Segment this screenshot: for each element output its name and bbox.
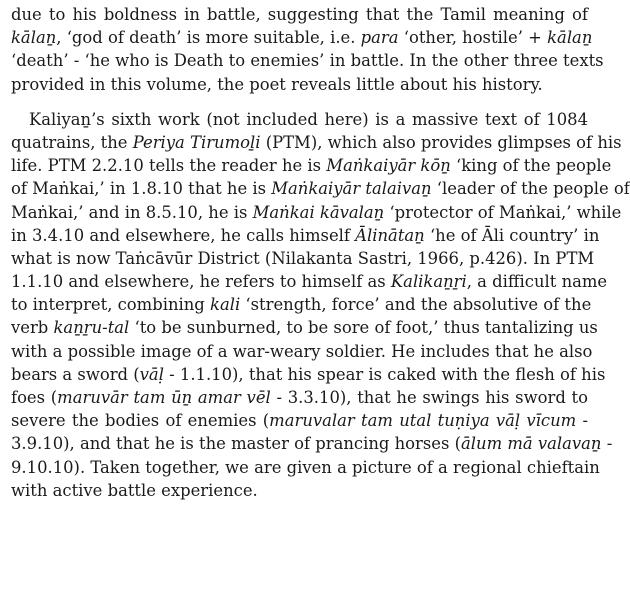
- text-run: - 1.1.10), that his spear is caked with the flesh of his: [163, 364, 606, 384]
- text-run: 9.10.10). Taken together, we are given a picture of a regional chieftain: [11, 457, 600, 477]
- text-line: [11, 177, 630, 200]
- italic-term: Kalikaṉṟi: [390, 272, 467, 292]
- text-line: [11, 247, 595, 270]
- document-page: [11, 0, 630, 502]
- italic-term: Maṅkaiyār kōṉ: [326, 156, 451, 176]
- paragraph: [11, 108, 630, 502]
- text-run: of Maṅkai,’ in 1.8.10 that he is: [11, 179, 272, 199]
- paragraph: [11, 0, 604, 96]
- text-run: severe the bodies of enemies (: [11, 411, 270, 431]
- italic-term: maruvalar tam utal tuṇiya vāḷ vīcum: [269, 411, 577, 431]
- text-line: [11, 386, 588, 409]
- text-line: [11, 26, 593, 49]
- text-line: [11, 270, 608, 293]
- text-line: [11, 479, 588, 502]
- text-run: bears a sword (: [11, 364, 140, 384]
- text-run: Kaliyaṉ’s sixth work (not included here) is a massive text of 1084: [29, 109, 588, 129]
- text-line: [11, 224, 600, 247]
- text-run: what is now Taṅcāvūr District (Nilakanta Sastri, 1966, p.426). In PTM: [11, 248, 595, 268]
- text-line: [11, 293, 592, 316]
- text-line: [11, 73, 588, 96]
- text-run: ‘king of the people: [450, 156, 612, 176]
- italic-term: Maṅkai kāvalaṉ: [252, 202, 385, 222]
- text-run: ‘he of Āli country’ in: [424, 225, 600, 245]
- text-run: ‘to be sunburned, to be sore of foot,’ thus tantalizing us: [129, 318, 598, 338]
- text-line: [11, 108, 588, 131]
- italic-term: para: [360, 28, 399, 48]
- text-run: in 3.4.10 and elsewhere, he calls himself: [11, 225, 356, 245]
- italic-term: kālaṉ: [11, 28, 57, 48]
- text-run: - 3.3.10), that he swings his sword to: [270, 388, 588, 407]
- text-run: ‘leader of the people of: [431, 179, 630, 199]
- text-run: with a possible image of a war-weary soldier. He includes that he also: [11, 341, 593, 361]
- text-run: to interpret, combining: [11, 295, 211, 315]
- italic-term: maruvār tam ūṉ amar vēl: [57, 388, 271, 407]
- text-run: -: [601, 434, 613, 454]
- text-run: quatrains, the: [11, 132, 133, 152]
- text-line: [11, 3, 588, 26]
- text-run: with active battle experience.: [11, 480, 258, 500]
- text-run: Maṅkai,’ and in 8.5.10, he is: [11, 202, 253, 222]
- text-line: [11, 409, 588, 432]
- italic-term: kaṉṟu-tal: [53, 318, 130, 338]
- text-run: ‘other, hostile’ +: [398, 28, 548, 48]
- text-run: ‘strength, force’ and the absolutive of the: [240, 295, 592, 315]
- text-line: [11, 456, 600, 479]
- italic-term: Maṅkaiyār talaivaṉ: [271, 179, 432, 199]
- text-run: 1.1.10 and elsewhere, he refers to himself as: [11, 272, 391, 292]
- italic-term: kali: [210, 295, 241, 315]
- text-run: 3.9.10), and that he is the master of prancing horses (: [11, 434, 461, 454]
- text-line: [11, 432, 613, 455]
- text-run: (PTM), which also provides glimpses of his: [260, 132, 622, 152]
- text-run: ‘death’ - ‘he who is Death to enemies’ in battle. In the other three texts: [11, 51, 604, 71]
- italic-term: kālaṉ: [547, 28, 593, 48]
- text-run: life. PTM 2.2.10 tells the reader he is: [11, 156, 327, 176]
- italic-term: Ālinātaṉ: [355, 225, 425, 245]
- text-line: [11, 154, 612, 177]
- text-line: [11, 316, 598, 339]
- text-run: , a difficult name: [466, 272, 608, 292]
- text-line: [11, 131, 622, 154]
- italic-term: ālum mā valavaṉ: [461, 434, 602, 454]
- text-line: [11, 340, 593, 363]
- italic-term: vāḷ: [139, 364, 164, 384]
- text-run: verb: [11, 318, 54, 338]
- text-run: -: [576, 411, 588, 431]
- text-line: [11, 363, 606, 386]
- body-text: [11, 0, 630, 502]
- italic-term: Periya Tirumoḻi: [132, 132, 261, 152]
- text-run: foes (: [11, 388, 58, 407]
- text-run: due to his boldness in battle, suggesting that the Tamil meaning of: [11, 5, 588, 24]
- text-run: provided in this volume, the poet reveals little about his history.: [11, 74, 543, 94]
- text-line: [11, 201, 622, 224]
- text-run: ‘protector of Maṅkai,’ while: [384, 202, 622, 222]
- text-run: , ‘god of death’ is more suitable, i.e.: [56, 28, 361, 48]
- text-line: [11, 49, 604, 72]
